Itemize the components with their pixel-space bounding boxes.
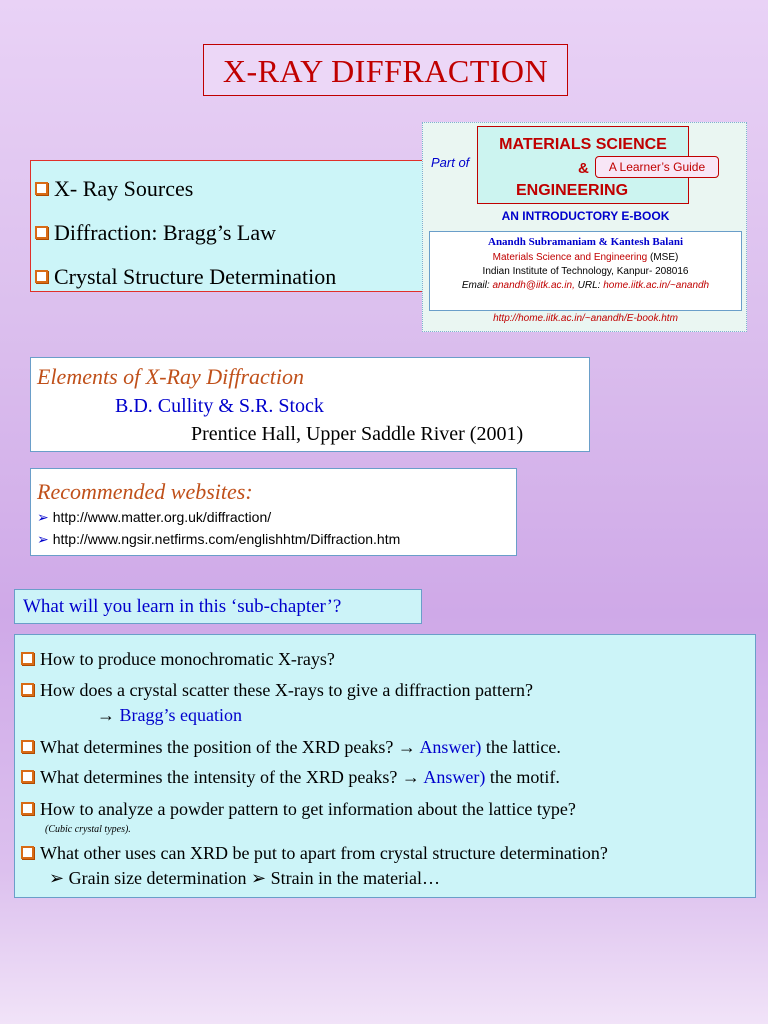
question-item: How to produce monochromatic X-rays? (21, 649, 335, 670)
authors-names: Anandh Subramaniam & Kantesh Balani (488, 236, 683, 248)
mse-ampersand: & (578, 160, 589, 177)
question-note: (Cubic crystal types). (45, 824, 131, 835)
checkbox-bullet-icon (35, 226, 48, 239)
question-item: How to analyze a powder pattern to get information about the lattice type? (21, 799, 576, 820)
department: Materials Science and Engineering (MSE) (492, 252, 679, 263)
book-title: Elements of X-Ray Diffraction (37, 364, 304, 389)
ebook-subtitle: AN INTRODUCTORY E-BOOK (501, 209, 670, 223)
checkbox-bullet-icon (21, 770, 34, 783)
checkbox-bullet-icon (21, 683, 34, 696)
question-subline: → Bragg’s equation (97, 705, 242, 725)
part-of-label: Part of (431, 155, 470, 170)
arrow-bullet-icon: ➢ (37, 509, 49, 525)
checkbox-bullet-icon (35, 270, 48, 283)
question-item: What other uses can XRD be put to apart from crystal structure determination? (21, 843, 608, 864)
mse-title-box (477, 126, 706, 204)
website-item (37, 509, 271, 526)
topic-item: Diffraction: Bragg’s Law (35, 211, 424, 255)
email-link[interactable]: anandh@iitk.ac.in, (492, 280, 575, 291)
authors-box (429, 231, 742, 311)
question-item: What determines the position of the XRD peaks? → Answer) the lattice. (21, 737, 561, 758)
websites-box (30, 468, 517, 556)
page-title: X-RAY DIFFRACTION (203, 44, 568, 96)
checkbox-bullet-icon (21, 802, 34, 815)
checkbox-bullet-icon (35, 182, 48, 195)
mse-line1: MATERIALS SCIENCE (499, 136, 667, 153)
mse-line2: ENGINEERING (516, 182, 629, 199)
topics-box (30, 160, 425, 292)
checkbox-bullet-icon (21, 652, 34, 665)
ebook-url-link[interactable]: http://home.iitk.ac.in/~anandh/E-book.htm (493, 313, 678, 324)
question-item: What determines the intensity of the XRD peaks? → Answer) the motif. (21, 767, 560, 788)
question-subline: ➢ Grain size determination ➢ Strain in the material… (49, 868, 441, 888)
reference-box (30, 357, 590, 452)
learn-heading: What will you learn in this ‘sub-chapter’? (14, 589, 422, 624)
ebook-banner (422, 122, 747, 332)
arrow-bullet-icon: ➢ (37, 531, 49, 547)
websites-heading: Recommended websites: (37, 479, 253, 504)
book-publisher: Prentice Hall, Upper Saddle River (2001) (191, 423, 524, 445)
checkbox-bullet-icon (21, 846, 34, 859)
checkbox-bullet-icon (21, 740, 34, 753)
topic-item: Crystal Structure Determination (35, 255, 424, 299)
website-link[interactable]: http://www.ngsir.netfirms.com/englishhtm/Diffraction.htm (52, 531, 401, 547)
website-link[interactable]: http://www.matter.org.uk/diffraction/ (52, 509, 272, 525)
topic-item: X- Ray Sources (35, 167, 424, 211)
book-authors: B.D. Cullity & S.R. Stock (115, 395, 324, 417)
learners-guide-badge: A Learner’s Guide (595, 156, 719, 178)
questions-box (14, 634, 756, 898)
contact-line: Email: anandh@iitk.ac.in, URL: home.iitk.ac.in/~anandh (461, 280, 710, 291)
institute: Indian Institute of Technology, Kanpur- 208016 (482, 266, 689, 277)
url-link[interactable]: home.iitk.ac.in/~anandh (603, 280, 710, 291)
website-item (37, 531, 400, 548)
question-item: How does a crystal scatter these X-rays to give a diffraction pattern? (21, 680, 533, 701)
